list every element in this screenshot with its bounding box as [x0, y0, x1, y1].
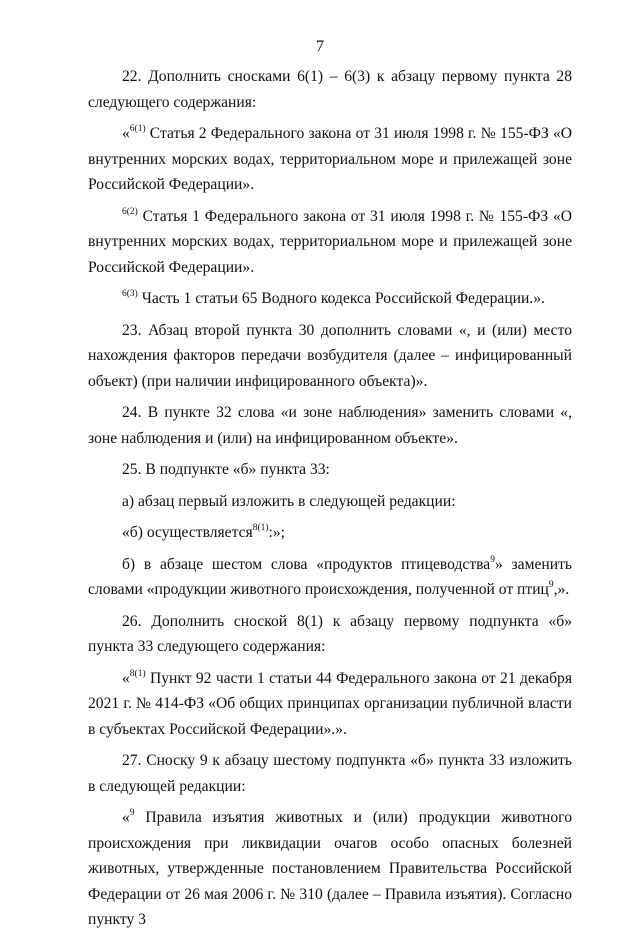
footnote-8-1: [88, 666, 572, 743]
quote-tail: :»;: [268, 524, 286, 541]
document-body: [88, 64, 572, 939]
footnote-text: Правила изъятия животных и (или) продукции животного происхождения при ликвидации очагов особо опасных болезней животных, утвержденные постановлением Правительства Российской Федерации от 26 мая 2006 г. № 310 (далее – Правила изъятия). Согласно пункту 3: [88, 809, 572, 928]
text-part: б) в абзаце шестом слова «продуктов птицеводства: [122, 555, 491, 573]
footnote-9: [88, 805, 572, 933]
paragraph-25-b-quote: [88, 520, 572, 546]
paragraph-22: 22. Дополнить сносками 6(1) – 6(3) к абзацу первому пункта 28 следующего содержания:: [88, 68, 572, 111]
footnote-mark: 9: [490, 554, 495, 565]
page-number: 7: [316, 38, 324, 55]
text-part: » заменить словами «продукции животного происхождения, полученной от птиц: [88, 555, 572, 598]
footnote-mark: 6(2): [122, 206, 138, 217]
footnote-mark: 8(1): [252, 523, 269, 533]
text-part: ,».: [553, 581, 570, 598]
footnote-open-quote: «: [122, 125, 130, 142]
footnote-text: Пункт 92 части 1 статьи 44 Федерального закона от 21 декабря 2021 г. № 414-ФЗ «Об общих принципах организации публичной власти в субъектах Российской Федерации».».: [88, 669, 572, 738]
footnote-mark: 8(1): [129, 668, 146, 679]
quote-text: «б) осуществляется: [122, 524, 253, 541]
footnote-mark: 6(3): [122, 289, 138, 299]
footnote-mark: 9: [129, 808, 135, 818]
paragraph-24: 24. В пункте 32 слова «и зоне наблюдения» заменить словами «, зоне наблюдения и (или) на инфицированном объекте».: [88, 404, 572, 447]
footnote-mark: 9: [548, 580, 554, 590]
paragraph-23: 23. Абзац второй пункта 30 дополнить словами «, и (или) место нахождения факторов передачи возбудителя (далее – инфицированный объект) (при наличии инфицированного объекта)».: [88, 321, 572, 390]
footnote-open-quote: «: [122, 669, 130, 687]
footnote-text: Статья 2 Федерального закона от 31 июля 1998 г. № 155-ФЗ «О внутренних морских водах, территориальном море и прилежащей зоне Российской Федерации».: [88, 125, 572, 193]
footnote-6-1: [88, 121, 572, 198]
paragraph-25-a: а) абзац первый изложить в следующей редакции:: [122, 492, 456, 510]
footnote-mark: 6(1): [129, 124, 146, 134]
footnote-text: Часть 1 статьи 65 Водного кодекса Российской Федерации.».: [137, 290, 545, 307]
footnote-6-2: [88, 204, 572, 281]
paragraph-27: 27. Сноску 9 к абзацу шестому подпункта «б» пункта 33 изложить в следующей редакции:: [88, 752, 572, 795]
footnote-6-3: [88, 286, 572, 312]
paragraph-25-b: [88, 552, 572, 603]
footnote-open-quote: «: [122, 809, 130, 826]
paragraph-26: 26. Дополнить сноской 8(1) к абзацу первому подпункта «б» пункта 33 следующего содержания:: [88, 612, 572, 655]
footnote-text: Статья 1 Федерального закона от 31 июля 1998 г. № 155-ФЗ «О внутренних морских водах, территориальном море и прилежащей зоне Российской Федерации».: [88, 207, 572, 276]
paragraph-25: 25. В подпункте «б» пункта 33:: [122, 461, 330, 478]
